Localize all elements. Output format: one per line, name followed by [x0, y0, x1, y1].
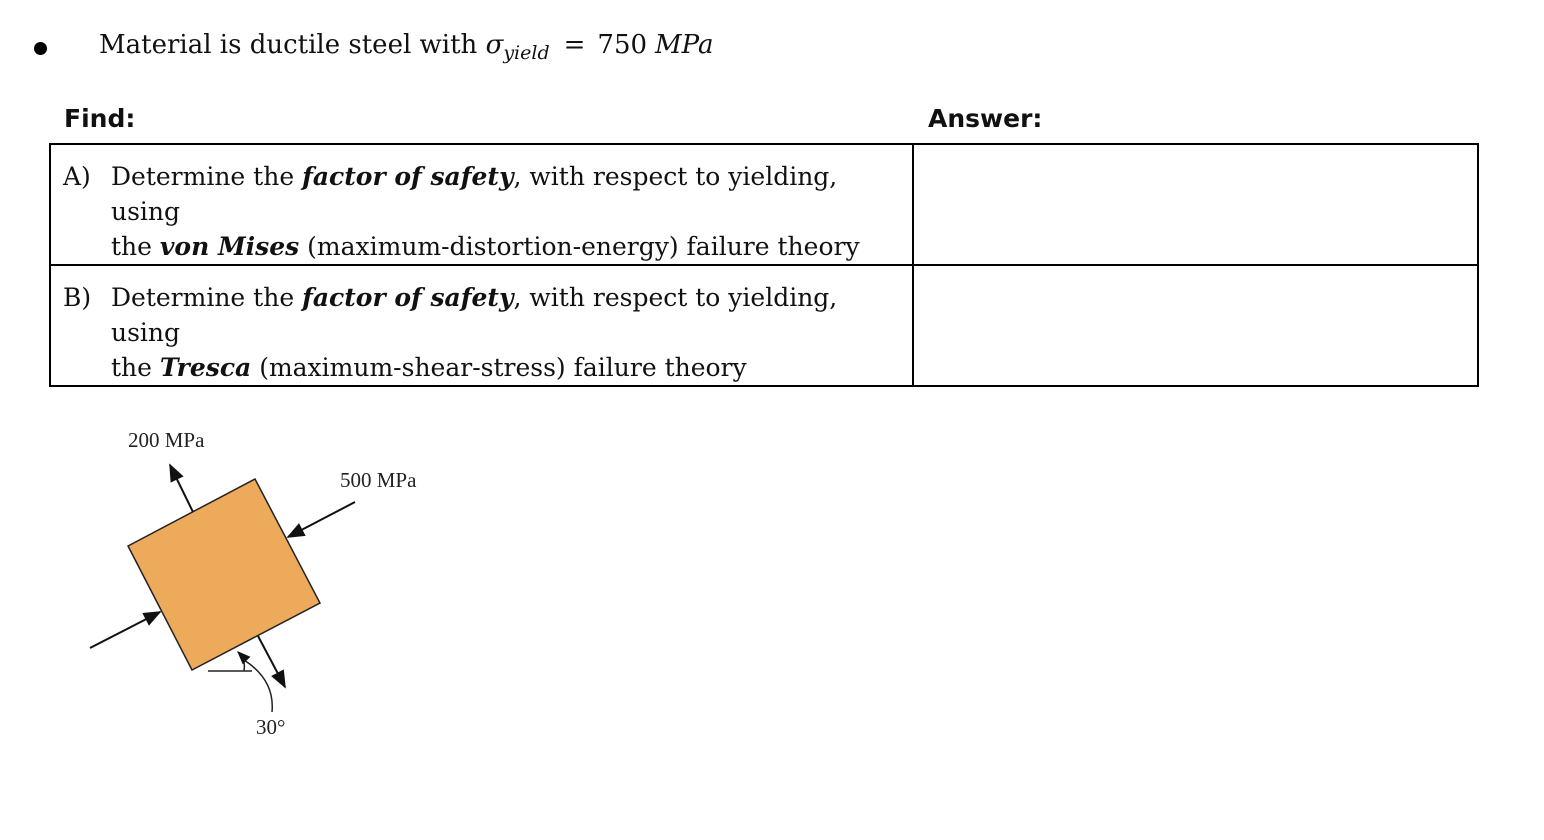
sigma-subscript: yield [503, 42, 550, 64]
equals-sign: = [563, 30, 586, 60]
angle-label: 30° [256, 715, 286, 739]
yield-unit: MPa [655, 30, 714, 60]
find-heading: Find: [64, 104, 136, 133]
question-text-part: , with respect to yielding, using [111, 162, 838, 226]
question-emphasis: von Mises [159, 232, 300, 261]
question-emphasis: Tresca [159, 353, 252, 382]
compression-arrow-right [288, 502, 355, 537]
tension-arrow-bottom [258, 636, 285, 687]
question-text-part: Determine the [111, 283, 303, 312]
angle-leader-line [244, 660, 272, 712]
question-text-part: Determine the [111, 162, 303, 191]
question-text-part: (maximum-distortion-energy) failure theory [299, 232, 860, 261]
question-text-part: the [111, 232, 160, 261]
yield-value: 750 [597, 30, 648, 60]
tension-label: 200 MPa [128, 428, 205, 452]
question-emphasis: factor of safety [302, 162, 514, 191]
tension-arrow-top [170, 465, 193, 512]
question-text-part: the [111, 353, 160, 382]
angle-arc-icon [238, 652, 244, 671]
question-letter: A) [63, 162, 91, 191]
question-emphasis: factor of safety [302, 283, 514, 312]
question-text-part: , with respect to yielding, using [111, 283, 838, 347]
compression-arrow-left [90, 612, 160, 648]
question-text-part: (maximum-shear-stress) failure theory [251, 353, 747, 382]
compression-label: 500 MPa [340, 468, 417, 492]
sigma-symbol: σ [485, 30, 504, 60]
answer-heading: Answer: [928, 104, 1043, 133]
stress-element [128, 479, 320, 670]
question-letter: B) [63, 283, 92, 312]
material-prefix: Material is ductile steel with [99, 30, 478, 60]
